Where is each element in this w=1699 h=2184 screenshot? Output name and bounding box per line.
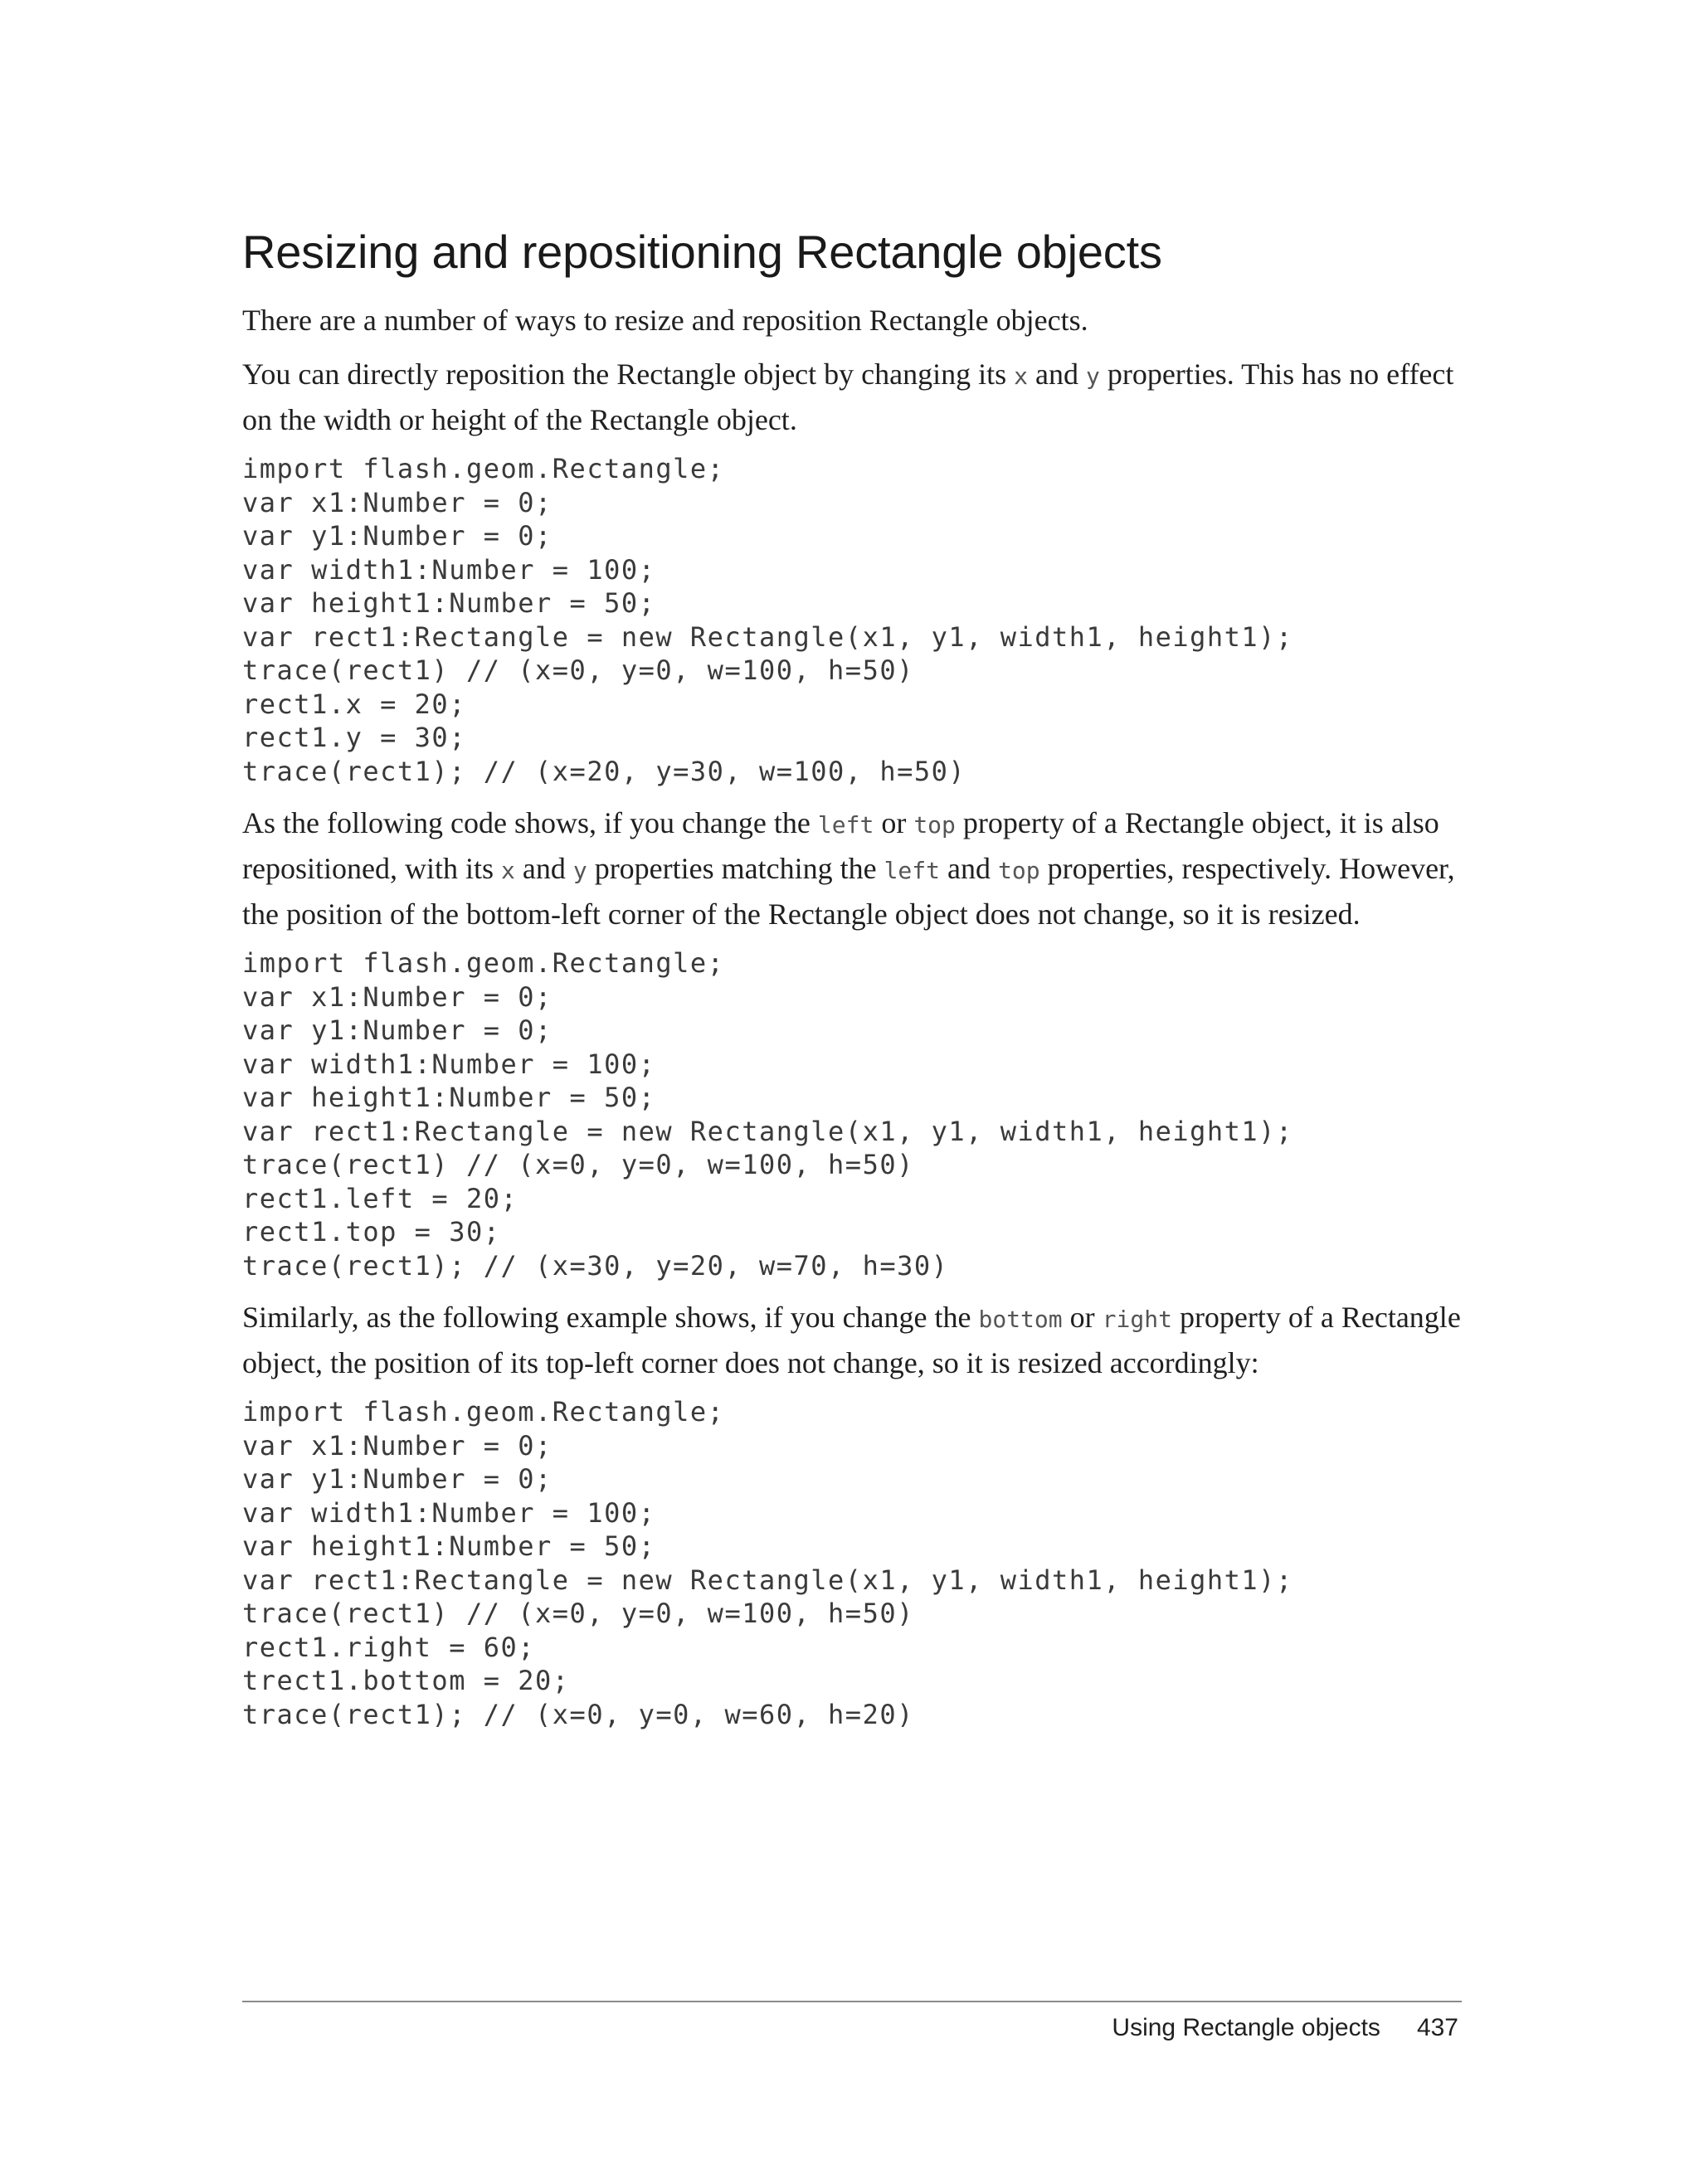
paragraph-text: As the following code shows, if you change the bbox=[242, 806, 818, 839]
paragraph-direct-reposition bbox=[242, 353, 1462, 442]
page-title: Resizing and repositioning Rectangle objects bbox=[242, 226, 1162, 278]
code-block-3 bbox=[242, 1395, 1462, 1731]
inline-code: y bbox=[572, 857, 587, 884]
paragraph-left-top bbox=[242, 801, 1462, 936]
code-line: var width1:Number = 100; bbox=[242, 1496, 656, 1529]
code-line: rect1.top = 30; bbox=[242, 1216, 501, 1248]
paragraph-text: You can directly reposition the Rectangle object by changing its bbox=[242, 358, 1015, 391]
paragraph-text: and bbox=[940, 852, 998, 885]
code-line: trace(rect1); // (x=20, y=30, w=100, h=50) bbox=[242, 755, 966, 787]
code-line: var rect1:Rectangle = new Rectangle(x1, y1, width1, height1); bbox=[242, 1564, 1293, 1596]
paragraph-text: and bbox=[1028, 358, 1086, 391]
paragraph-text: Similarly, as the following example shows, if you change the bbox=[242, 1301, 979, 1334]
paragraph-text: or bbox=[874, 806, 914, 839]
paragraph-bottom-right bbox=[242, 1296, 1462, 1385]
code-line: rect1.right = 60; bbox=[242, 1631, 536, 1663]
inline-code: left bbox=[884, 857, 941, 884]
code-line: var rect1:Rectangle = new Rectangle(x1, y1, width1, height1); bbox=[242, 1115, 1293, 1147]
code-line: rect1.left = 20; bbox=[242, 1182, 518, 1214]
code-line: var width1:Number = 100; bbox=[242, 553, 656, 586]
code-line: var y1:Number = 0; bbox=[242, 520, 553, 552]
paragraph-text: properties. This has no effect on the width or height of the Rectangle object. bbox=[242, 358, 1454, 436]
code-line: trace(rect1) // (x=0, y=0, w=100, h=50) bbox=[242, 1149, 914, 1180]
inline-code: top bbox=[998, 857, 1040, 884]
paragraph-text: or bbox=[1062, 1301, 1103, 1334]
code-line: var x1:Number = 0; bbox=[242, 486, 553, 518]
paragraph-text: property of a Rectangle object, the position of its top-left corner does not change, so it is resized accordingly: bbox=[242, 1301, 1461, 1379]
intro-paragraph: There are a number of ways to resize and reposition Rectangle objects. bbox=[242, 304, 1088, 337]
inline-code: x bbox=[500, 857, 515, 884]
paragraph-text: properties, respectively. However, the position of the bottom-left corner of the Rectangle object does not change, so it is resized. bbox=[242, 852, 1455, 931]
code-line: trace(rect1); // (x=0, y=0, w=60, h=20) bbox=[242, 1698, 914, 1730]
code-line: trace(rect1) // (x=0, y=0, w=100, h=50) bbox=[242, 654, 914, 686]
code-line: import flash.geom.Rectangle; bbox=[242, 453, 725, 484]
code-block-1 bbox=[242, 452, 1462, 788]
code-line: rect1.y = 30; bbox=[242, 722, 466, 753]
inline-code: left bbox=[817, 811, 874, 839]
inline-code: top bbox=[913, 811, 956, 839]
paragraph-text: property of a Rectangle object, it is also repositioned, with its bbox=[242, 806, 1439, 885]
code-line: var y1:Number = 0; bbox=[242, 1014, 553, 1046]
code-line: import flash.geom.Rectangle; bbox=[242, 1396, 725, 1428]
code-line: trace(rect1); // (x=30, y=20, w=70, h=30) bbox=[242, 1249, 949, 1282]
code-line: rect1.x = 20; bbox=[242, 688, 466, 720]
code-line: trect1.bottom = 20; bbox=[242, 1665, 570, 1696]
page-footer bbox=[1112, 2014, 1458, 2042]
paragraph-text: properties matching the bbox=[587, 852, 884, 885]
inline-code: x bbox=[1014, 362, 1028, 390]
code-line: var height1:Number = 50; bbox=[242, 1082, 656, 1113]
code-line: var x1:Number = 0; bbox=[242, 980, 553, 1013]
inline-code: y bbox=[1085, 362, 1100, 390]
code-line: var y1:Number = 0; bbox=[242, 1463, 553, 1495]
code-line: var rect1:Rectangle = new Rectangle(x1, y1, width1, height1); bbox=[242, 620, 1293, 653]
inline-code: bottom bbox=[978, 1306, 1063, 1333]
code-line: var height1:Number = 50; bbox=[242, 1530, 656, 1562]
code-line: trace(rect1) // (x=0, y=0, w=100, h=50) bbox=[242, 1598, 914, 1629]
footer-divider bbox=[242, 2001, 1462, 2002]
code-line: var x1:Number = 0; bbox=[242, 1429, 553, 1462]
code-line: var width1:Number = 100; bbox=[242, 1048, 656, 1080]
page-content bbox=[242, 224, 1462, 1744]
footer-section-title: Using Rectangle objects bbox=[1112, 2014, 1380, 2041]
code-line: var height1:Number = 50; bbox=[242, 587, 656, 619]
code-block-2 bbox=[242, 946, 1462, 1282]
code-line: import flash.geom.Rectangle; bbox=[242, 947, 725, 979]
inline-code: right bbox=[1102, 1306, 1172, 1333]
paragraph-text: and bbox=[514, 852, 573, 885]
page-number: 437 bbox=[1416, 2014, 1458, 2041]
